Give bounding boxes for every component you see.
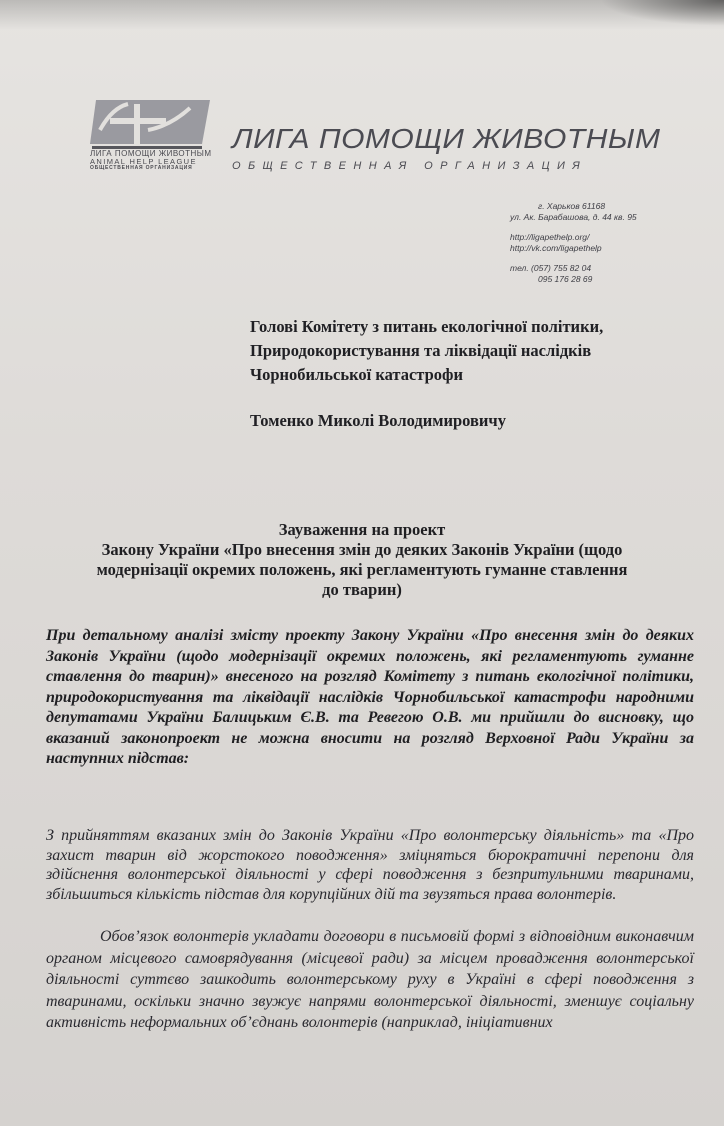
website-link[interactable]: http://ligapethelp.org/ [510, 232, 590, 242]
heading-line2: Закону України «Про внесення змін до деяких Законів України (щодо [101, 540, 623, 559]
organization-subtitle: ОБЩЕСТВЕННАЯ ОРГАНИЗАЦИЯ [232, 160, 588, 172]
addressee-line1: Голові Комітету з питань екологічної політики, [250, 317, 604, 336]
vk-link[interactable]: http://vk.com/ligapethelp [510, 243, 602, 253]
heading-line3: модернізації окремих положень, які регламентують гуманне ставлення [96, 560, 628, 579]
contact-block [510, 201, 710, 285]
phone-secondary: 095 176 28 69 [538, 274, 593, 284]
body-paragraph-2: З прийняттям вказаних змін до Законів України «Про волонтерську діяльність» та «Про захист тварин від жорстокого поводження» зміцняться бюрократичні перепони для здійснення волонтерської діяльності у сфері поводження з безпритульними тваринами, збільшиться кількість підстав для корупційних дій та звузяться права волонтерів. [46, 827, 694, 903]
document-heading [40, 520, 684, 600]
scan-corner-shadow [600, 0, 724, 26]
address-city: г. Харьков 61168 [538, 201, 606, 211]
address-street: ул. Ак. Барабашова, д. 44 кв. 95 [510, 212, 637, 222]
logo-caption-line3: ОБЩЕСТВЕННАЯ ОРГАНИЗАЦИЯ [90, 165, 193, 172]
logo-caption [90, 150, 240, 172]
heading-line1: Зауваження на проект [278, 520, 446, 539]
logo-caption-line1: ЛИГА ПОМОЩИ ЖИВОТНЫМ [90, 149, 212, 158]
addressee-line2: Природокористування та ліквідації наслідків [250, 341, 592, 360]
organization-name: ЛИГА ПОМОЩИ ЖИВОТНЫМ [232, 124, 661, 155]
addressee-block [250, 315, 710, 433]
body-paragraph-3: Обов’язок волонтерів укладати договори в письмовій формі з відповідним виконавчим органом місцевого самоврядування (місцевої ради) за місцем провадження волонтерської діяльності суттєво зашкодить волонтерському руху в Україні в сфері поводження з тваринами, оскільки значно звужує напрями волонтерської діяльності, зменшує соціальну активність неформальних об’єднань волонтерів (наприклад, ініціативних [46, 928, 694, 1031]
addressee-name: Томенко Миколі Володимировичу [250, 411, 506, 430]
logo-caption-line2: ANIMAL HELP LEAGUE [90, 157, 197, 167]
addressee-line3: Чорнобильської катастрофи [250, 365, 463, 384]
heading-line4: до тварин) [322, 580, 402, 599]
body-paragraph-1: При детальному аналізі змісту проекту Закону України «Про внесення змін до деяких Законів України (щодо модернізації окремих положень, які регламентують гуманне ставлення до тварин)» внесеного на розгляд Комітету з питань екологічної політики, природокористування та ліквідації наслідків Чорнобильської катастрофи народними депутатами України Балицьким Є.В. та Ревегою О.В. ми прийшли до висновку, що вказаний законопроект не можна вносити на розгляд Верховної Ради України за наступних підстав: [46, 627, 694, 767]
phone-primary: тел. (057) 755 82 04 [510, 263, 592, 273]
